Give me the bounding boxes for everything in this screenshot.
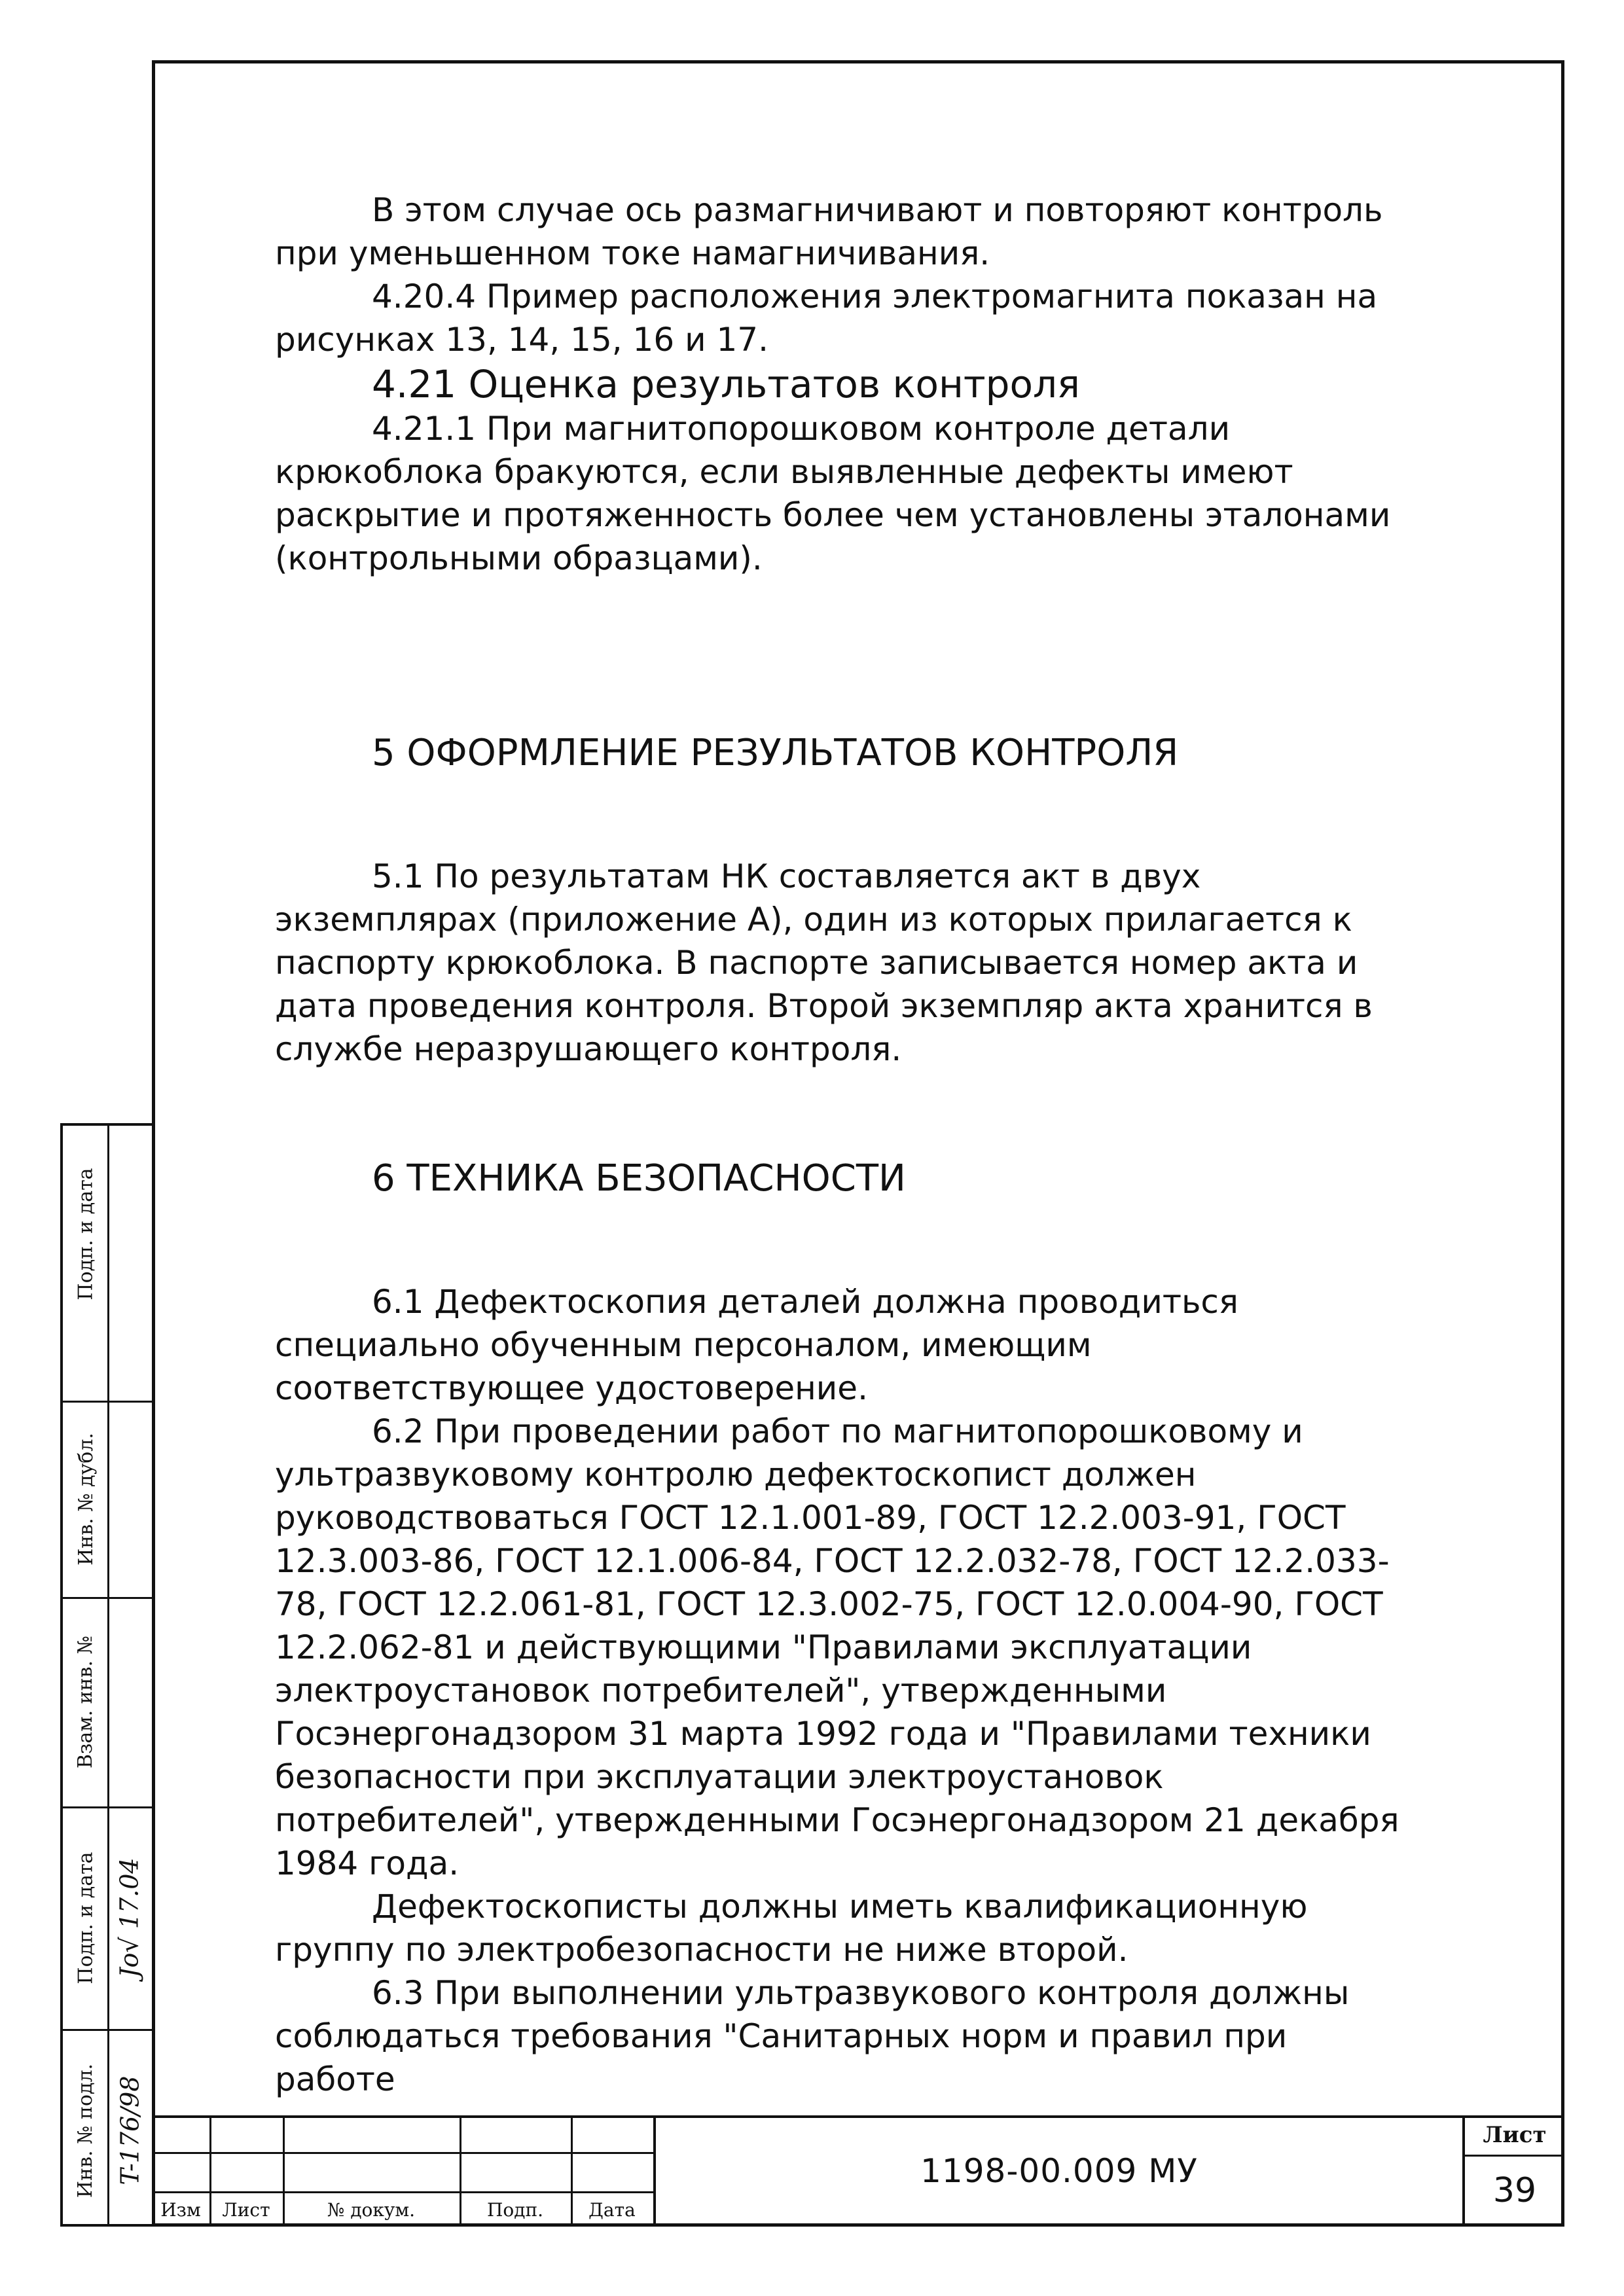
column-header: Дата xyxy=(588,2198,636,2221)
column-header: Подп. xyxy=(486,2198,544,2221)
paragraph: В этом случае ось размагничивают и повторяют контроль при уменьшенном токе намагничивания. xyxy=(275,191,1383,272)
document-body xyxy=(275,188,1401,2101)
section-heading: 5 ОФОРМЛЕНИЕ РЕЗУЛЬТАТОВ КОНТРОЛЯ xyxy=(372,732,1179,774)
paragraph: Дефектоскописты должны иметь квалификационную группу по электробезопасности не ниже второй. xyxy=(275,1888,1308,1969)
column-header: № докум. xyxy=(327,2198,416,2221)
column-header: Лист xyxy=(222,2198,270,2221)
column-header: Изм xyxy=(160,2198,201,2221)
paragraph: 6.1 Дефектоскопия деталей должна проводиться специально обученным персоналом, имеющим соответствующее удостоверение. xyxy=(275,1283,1238,1407)
subsection-heading: 4.21 Оценка результатов контроля xyxy=(372,362,1080,406)
paragraph: 5.1 По результатам НК составляется акт в двух экземплярах (приложение А), один из которых прилагается к паспорту крюкоблока. В паспорте записывается номер акта и дата проведения контроля. Второй экземпляр акта хранится в службе неразрушающего контроля. xyxy=(275,857,1373,1068)
handwritten-inventory-number: T-176/98 xyxy=(115,2075,145,2185)
left-margin-stamp xyxy=(60,1123,152,2227)
stamp-label: Подп. и дата xyxy=(74,1851,98,1984)
sheet-label: Лист xyxy=(1465,2115,1564,2157)
stamp-label: Взам. инв. № xyxy=(74,1635,98,1768)
section-heading: 6 ТЕХНИКА БЕЗОПАСНОСТИ xyxy=(372,1157,906,1200)
sheet-box xyxy=(1462,2115,1564,2227)
paragraph: 4.21.1 При магнитопорошковом контроле детали крюкоблока бракуются, если выявленные дефекты имеют раскрытие и протяженность более чем установлены эталонами (контрольными образцами). xyxy=(275,410,1391,577)
handwritten-date: Jo√ 17.04 xyxy=(115,1857,145,1978)
paragraph: 6.2 При проведении работ по магнитопорошковому и ультразвуковому контролю дефектоскопист должен руководствоваться ГОСТ 12.1.001-89, ГОСТ 12.2.003-91, ГОСТ 12.3.003-86, ГОСТ 12.1.006-84, ГОСТ 12.2.032-78, ГОСТ 12.2.033-78, ГОСТ 12.2.061-81, ГОСТ 12.3.002-75, ГОСТ 12.0.004-90, ГОСТ 12.2.062-81 и действующими "Правилами эксплуатации электроустановок потребителей", утвержденными Госэнергонадзором 31 марта 1992 года и "Правилами техники безопасности при эксплуатации электроустановок потребителей", утвержденными Госэнергонадзором 21 декабря 1984 года. xyxy=(275,1412,1399,1882)
paragraph: 6.3 При выполнении ультразвукового контроля должны соблюдаться требования "Санитарных норм и правил при работе xyxy=(275,1974,1350,2098)
title-block xyxy=(152,2115,1564,2227)
sheet-number: 39 xyxy=(1492,2171,1537,2210)
stamp-label: Подп. и дата xyxy=(74,1167,98,1300)
revision-table xyxy=(152,2115,656,2227)
stamp-label: Инв. № подл. xyxy=(74,2063,98,2198)
document-code: 1198-00.009 МУ xyxy=(920,2152,1198,2190)
stamp-label: Инв. № дубл. xyxy=(74,1432,98,1566)
paragraph: 4.20.4 Пример расположения электромагнита показан на рисунках 13, 14, 15, 16 и 17. xyxy=(275,278,1378,359)
